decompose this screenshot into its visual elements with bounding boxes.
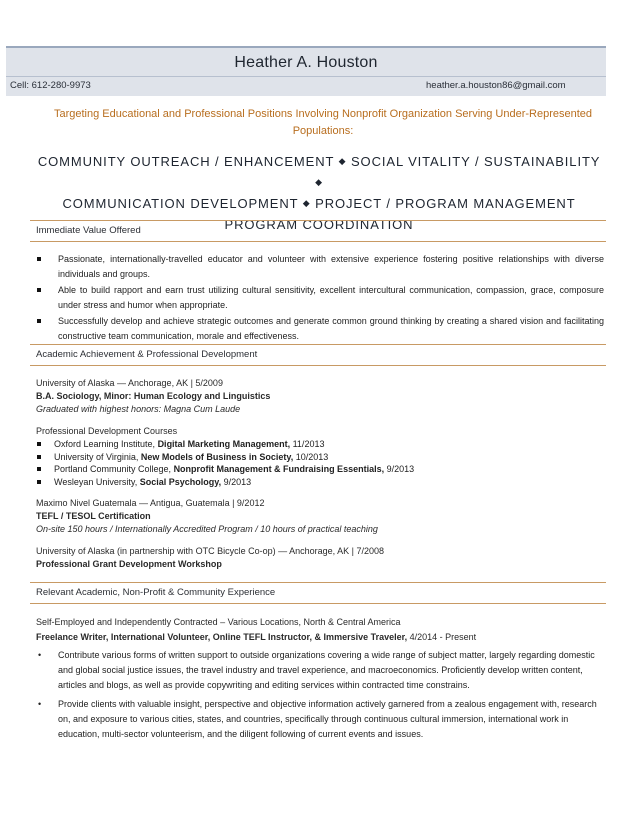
uaa-school: University of Alaska — Anchorage, AK | 5/2009	[36, 378, 223, 388]
list-item: Oxford Learning Institute, Digital Marketing Management, 11/2013	[36, 438, 604, 451]
tefl-school: Maximo Nivel Guatemala — Antigua, Guatemala | 9/2012	[36, 498, 265, 508]
list-item: University of Virginia, New Models of Business in Society, 10/2013	[36, 451, 604, 464]
grant-workshop: Professional Grant Development Workshop	[36, 559, 222, 569]
role-line: Freelance Writer, International Volunteer, Online TEFL Instructor, & Immersive Traveler, 4/2014 - Present	[36, 632, 477, 642]
diamond-icon: ◆	[302, 198, 311, 208]
keyword-communication-development: COMMUNICATION DEVELOPMENT	[62, 196, 299, 211]
keyword-project-management: PROJECT / PROGRAM MANAGEMENT	[315, 196, 576, 211]
section-header-value	[30, 220, 606, 242]
tefl-cert: TEFL / TESOL Certification	[36, 511, 151, 521]
targeting-statement: Targeting Educational and Professional Positions Involving Nonprofit Organization Serving Under-Represented Populations:	[53, 108, 593, 137]
keyword-program-coordination: PROGRAM COORDINATION	[224, 217, 414, 232]
cell-phone: Cell: 612-280-9973	[10, 80, 91, 91]
square-bullet-icon	[37, 257, 41, 261]
square-bullet-icon	[37, 319, 41, 323]
section-header-academic	[30, 344, 606, 366]
list-item: Wesleyan University, Social Psychology, 9/2013	[36, 476, 604, 489]
list-item: Successfully develop and achieve strategic outcomes and generate common ground thinking by creating a shared vision and facilitating constructive team communication, morale and effectiveness.	[36, 314, 604, 343]
diamond-icon: ◆	[338, 156, 347, 166]
bullet-icon: •	[38, 699, 42, 709]
experience-bullet-list	[36, 648, 604, 746]
list-item: Portland Community College, Nonprofit Management & Fundraising Essentials, 9/2013	[36, 463, 604, 476]
grant-school: University of Alaska (in partnership with OTC Bicycle Co-op) — Anchorage, AK | 7/2008	[36, 546, 384, 556]
list-item: Passionate, internationally-travelled educator and volunteer with extensive experience fostering positive relationships with diverse individuals and groups.	[36, 252, 604, 281]
list-item: • Provide clients with valuable insight, perspective and objective information actively garnered from a zealous engagement with, research on, and exposure to various cities, states, and countries, specifically through continuous cultural immersion, international work in education, multi-sector volunteerism, and the diligent following of current events and issues.	[38, 699, 597, 739]
list-item: Able to build rapport and earn trust utilizing cultural sensitivity, excellent intercultural communication, compassion, grace, composure under stress and humor when appropriate.	[36, 283, 604, 312]
square-bullet-icon	[37, 288, 41, 292]
list-item: • Contribute various forms of written support to outside organizations covering a wide range of subject matter, largely regarding domestic and global social justice issues, the travel industry and travel experience, and macroeconomics. Proficiently develop written content, articles and blogs, as well as provide copywriting and editing services within contracted time constrains.	[38, 650, 595, 690]
section-title: Relevant Academic, Non-Profit & Community Experience	[36, 587, 276, 598]
section-header-experience	[30, 582, 606, 604]
pd-heading: Professional Development Courses	[36, 426, 178, 436]
contact-bar	[6, 76, 606, 95]
bullet-icon: •	[38, 650, 42, 660]
uaa-degree: B.A. Sociology, Minor: Human Ecology and Linguistics	[36, 391, 271, 401]
email-address: heather.a.houston86@gmail.com	[426, 80, 566, 91]
square-bullet-icon	[37, 455, 41, 459]
keyword-community-outreach: COMMUNITY OUTREACH / ENHANCEMENT	[37, 154, 335, 169]
candidate-name: Heather A. Houston	[234, 54, 378, 71]
tefl-note: On-site 150 hours / Internationally Accredited Program / 10 hours of practical teaching	[36, 524, 378, 534]
diamond-icon: ◆	[315, 177, 323, 187]
value-bullet-list	[36, 252, 604, 345]
employer-line: Self-Employed and Independently Contracted – Various Locations, North & Central America	[36, 617, 401, 627]
header-band	[6, 46, 606, 96]
section-title: Academic Achievement & Professional Development	[36, 349, 258, 360]
square-bullet-icon	[37, 480, 41, 484]
keyword-social-vitality: SOCIAL VITALITY / SUSTAINABILITY	[350, 154, 601, 169]
section-title: Immediate Value Offered	[36, 225, 141, 236]
uaa-honors: Graduated with highest honors: Magna Cum Laude	[36, 404, 241, 414]
square-bullet-icon	[37, 442, 41, 446]
square-bullet-icon	[37, 467, 41, 471]
pd-course-list	[36, 438, 604, 488]
